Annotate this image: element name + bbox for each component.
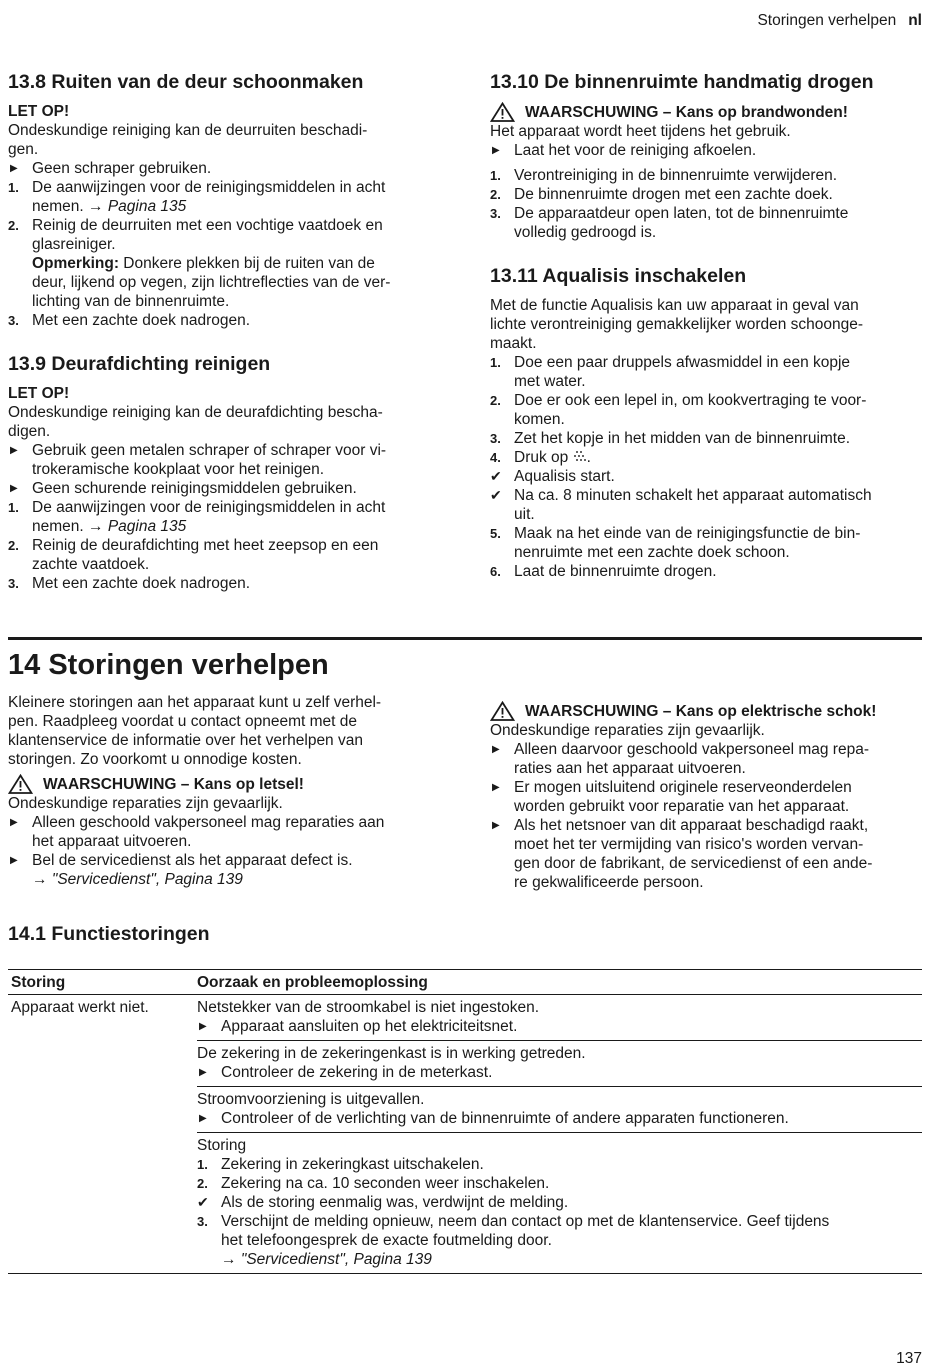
bullet-item: ▶ Alleen geschoold vakpersoneel mag reparaties aan het apparaat uitvoeren. bbox=[10, 814, 385, 850]
cause-block: Storing 1. Zekering in zekeringkast uitschakelen. 2. Zekering na ca. 10 seconden weer inschakelen. ✔ Als de storing eenmalig was, verdwijnt de melding. 3. Verschijnt de melding opnieuw, neem dan contact op met de klantenservice. Geef tijdens het telefoongesprek de exacte foutmelding door. → "Servicedienst", Pagina 139 bbox=[197, 1137, 830, 1268]
checkmark-icon: ✔ bbox=[490, 468, 502, 484]
chapter-divider bbox=[8, 637, 922, 640]
notice-text-line: gen. bbox=[8, 141, 39, 158]
page-link[interactable]: "Servicedienst", Pagina 139 bbox=[240, 1251, 432, 1268]
result-item: ✔ Aqualisis start. bbox=[490, 468, 615, 485]
section-14-1 bbox=[8, 922, 922, 1274]
result-item: ✔ Na ca. 8 minuten schakelt het apparaat automatisch uit. bbox=[490, 487, 872, 523]
step-item: 4. Druk op . bbox=[490, 449, 591, 466]
bullet-item: ▶ Gebruik geen metalen schraper of schraper voor vi- trokeramische kookplaat voor het reinigen. bbox=[10, 442, 387, 478]
page-number: 137 bbox=[896, 1350, 922, 1367]
step-item: 2. Reinig de deurruiten met een vochtige vaatdoek en glasreiniger. bbox=[8, 217, 383, 253]
running-header bbox=[757, 11, 922, 30]
header-title: Storingen verhelpen bbox=[757, 12, 897, 29]
step-item: 3. Met een zachte doek nadrogen. bbox=[8, 312, 251, 329]
bullet-item: ▶ Geen schurende reinigingsmiddelen gebruiken. bbox=[10, 480, 357, 497]
section-13-10-heading: 13.10 De binnenruimte handmatig drogen bbox=[490, 71, 874, 93]
left-column-top: 13.8 Ruiten van de deur schoonmaken LET OP! Ondeskundige reiniging kan de deurruiten beschadi- gen. ▶ Geen schraper gebruiken. 1. De aanwijzingen voor de reinigingsmiddelen in acht nemen. → Pagina 135 2. Reinig de deurruiten met een vochtige vaatdoek en glasreiniger. Opmerking: Donkere plekken bij de ruiten van de deur, lijkend op vegen, zijn lichtreflecties van de ver- lichting van de binnenruimte. 3. Met een zachte doek nadrogen. 13.9 Deurafdichting reinigen LET OP! Ondeskundige reiniging kan de deurafdichting bescha- digen. ▶ Gebruik geen metalen schraper of schraper voor vi- trokeramische kookplaat voor het reinigen. ▶ Geen schurende reinigingsmiddelen gebruiken. 1. De aanwijzingen voor de reinigingsmiddelen in acht nemen. → Pagina 135 2. Reinig de deurafdichting met heet zeepsop en een zachte vaatdoek. 3. Met een zachte doek nadrogen. bbox=[8, 70, 448, 593]
aqualisis-symbol-icon bbox=[573, 449, 587, 463]
column-header: Storing bbox=[11, 974, 66, 991]
triangle-bullet-icon: ▶ bbox=[492, 145, 500, 156]
checkmark-icon: ✔ bbox=[197, 1194, 209, 1210]
notice-label: LET OP! bbox=[8, 103, 70, 120]
section-13-8-heading: 13.8 Ruiten van de deur schoonmaken bbox=[8, 71, 364, 93]
bullet-item: ▶ Alleen daarvoor geschoold vakpersoneel mag repa- raties aan het apparaat uitvoeren. bbox=[492, 741, 869, 777]
table-header-row bbox=[8, 970, 922, 995]
chapter-14-left: Kleinere storingen aan het apparaat kunt u zelf verhel- pen. Raadpleeg voordat u contact opneemt met de klantenservice de informatie over het verhelpen van storingen. Zo voorkomt u onnodige kosten. WAARSCHUWING – Kans op letsel! Ondeskundige reparaties zijn gevaarlijk. ▶ Alleen geschoold vakpersoneel mag reparaties aan het apparaat uitvoeren. ▶ Bel de servicedienst als het apparaat defect is. → "Servicedienst", Pagina 139 bbox=[8, 693, 448, 889]
chapter-14-right: WAARSCHUWING – Kans op elektrische schok! Ondeskundige reparaties zijn gevaarlijk. ▶ Alleen daarvoor geschoold vakpersoneel mag repa- raties aan het apparaat uitvoeren. ▶ Er mogen uitsluitend originele reserveonderdelen worden gebruikt voor reparatie van het apparaat. ▶ Als het netsnoer van dit apparaat beschadigd raakt, moet het ter vermijding van risico's worden vervan- gen door de fabrikant, de servicedienst of een ande- re gekwalificeerde persoon. bbox=[490, 701, 926, 892]
note-block: Opmerking: Donkere plekken bij de ruiten van de deur, lijkend op vegen, zijn lichtreflecties van de ver- lichting van de binnenruimte. bbox=[32, 255, 391, 310]
fault-table bbox=[8, 969, 922, 1274]
notice-label: LET OP! bbox=[8, 385, 70, 402]
bullet-item: ▶ Bel de servicedienst als het apparaat defect is. → "Servicedienst", Pagina 139 bbox=[10, 852, 353, 888]
warning-heading: WAARSCHUWING – Kans op brandwonden! bbox=[490, 102, 926, 122]
step-item: 3. Zet het kopje in het midden van de binnenruimte. bbox=[490, 430, 851, 447]
bullet-item: ▶ Geen schraper gebruiken. bbox=[10, 160, 212, 177]
cause-block: Netstekker van de stroomkabel is niet ingestoken. ▶ Apparaat aansluiten op het elektriciteitsnet. bbox=[197, 995, 922, 1041]
triangle-bullet-icon: ▶ bbox=[492, 820, 500, 831]
page-link[interactable]: Pagina 135 bbox=[107, 198, 187, 215]
triangle-bullet-icon: ▶ bbox=[10, 817, 18, 828]
arrow-right-icon: → bbox=[88, 518, 108, 535]
notice-text-line: Ondeskundige reiniging kan de deurruiten beschadi- bbox=[8, 122, 368, 139]
warning-heading: WAARSCHUWING – Kans op letsel! bbox=[8, 774, 448, 794]
warning-triangle-icon bbox=[8, 774, 33, 794]
triangle-bullet-icon: ▶ bbox=[199, 1113, 207, 1124]
arrow-right-icon: → bbox=[221, 1251, 241, 1268]
section-14-1-heading: 14.1 Functiestoringen bbox=[8, 923, 210, 945]
step-item: 6. Laat de binnenruimte drogen. bbox=[490, 563, 717, 580]
arrow-right-icon: → bbox=[88, 198, 108, 215]
cause-block: Stroomvoorziening is uitgevallen. ▶ Controleer of de verlichting van de binnenruimte of andere apparaten functioneren. bbox=[197, 1087, 922, 1133]
step-item: 1. Verontreiniging in de binnenruimte verwijderen. bbox=[490, 167, 838, 184]
cause-block: De zekering in de zekeringenkast is in werking getreden. ▶ Controleer de zekering in de meterkast. bbox=[197, 1041, 922, 1087]
warning-heading: WAARSCHUWING – Kans op elektrische schok! bbox=[490, 701, 926, 721]
triangle-bullet-icon: ▶ bbox=[199, 1021, 207, 1032]
step-item: 5. Maak na het einde van de reinigingsfunctie de bin- nenruimte met een zachte doek schoon. bbox=[490, 525, 861, 561]
checkmark-icon: ✔ bbox=[490, 487, 502, 503]
page-link[interactable]: "Servicedienst", Pagina 139 bbox=[51, 871, 243, 888]
chapter-14-heading-wrap bbox=[8, 648, 608, 682]
triangle-bullet-icon: ▶ bbox=[492, 744, 500, 755]
step-item: 3. Met een zachte doek nadrogen. bbox=[8, 575, 251, 592]
section-13-11-heading: 13.11 Aqualisis inschakelen bbox=[490, 265, 747, 287]
right-column-top: 13.10 De binnenruimte handmatig drogen WAARSCHUWING – Kans op brandwonden! Het apparaat wordt heet tijdens het gebruik. ▶ Laat het voor de reiniging afkoelen. 1. Verontreiniging in de binnenruimte verwijderen. 2. De binnenruimte drogen met een zachte doek. 3. De apparaatdeur open laten, tot de binnenruimte volledig gedroogd is. 13.11 Aqualisis inschakelen Met de functie Aqualisis kan uw apparaat in geval van lichte verontreiniging gemakkelijker worden schoonge- maakt. 1. Doe een paar druppels afwasmiddel in een kopje met water. 2. Doe er ook een lepel in, om kookvertraging te voor- komen. 3. Zet het kopje in het midden van de binnenruimte. 4. Druk op . ✔ Aqualisis start. ✔ Na ca. 8 minuten schakelt het apparaat automatisch uit. 5. Maak na het einde van de reinigingsfunctie de bin- nenruimte met een zachte doek schoon. 6. Laat de binnenruimte drogen. bbox=[490, 70, 926, 581]
bullet-item: ▶ Als het netsnoer van dit apparaat beschadigd raakt, moet het ter vermijding van risico's worden vervan- gen door de fabrikant, de servicedienst of een ande- re gekwalificeerde persoon. bbox=[492, 817, 873, 891]
bullet-item: ▶ Laat het voor de reiniging afkoelen. bbox=[492, 142, 757, 159]
arrow-right-icon: → bbox=[32, 871, 52, 888]
triangle-bullet-icon: ▶ bbox=[199, 1067, 207, 1078]
triangle-bullet-icon: ▶ bbox=[10, 483, 18, 494]
step-item: 1. De aanwijzingen voor de reinigingsmiddelen in acht nemen. → Pagina 135 bbox=[8, 179, 386, 215]
triangle-bullet-icon: ▶ bbox=[10, 445, 18, 456]
step-item: 2. Reinig de deurafdichting met heet zeepsop en een zachte vaatdoek. bbox=[8, 537, 379, 573]
section-13-9-heading: 13.9 Deurafdichting reinigen bbox=[8, 353, 271, 375]
language-code: nl bbox=[908, 12, 922, 29]
step-item: 3. De apparaatdeur open laten, tot de binnenruimte volledig gedroogd is. bbox=[490, 205, 849, 241]
triangle-bullet-icon: ▶ bbox=[10, 855, 18, 866]
column-header: Oorzaak en probleemoplossing bbox=[197, 974, 428, 991]
step-item: 1. Doe een paar druppels afwasmiddel in een kopje met water. bbox=[490, 354, 851, 390]
chapter-14-heading: 14 Storingen verhelpen bbox=[8, 649, 329, 681]
step-item: 2. De binnenruimte drogen met een zachte doek. bbox=[490, 186, 833, 203]
warning-triangle-icon bbox=[490, 102, 515, 122]
note-label: Opmerking: bbox=[32, 255, 119, 272]
row-label: Apparaat werkt niet. bbox=[11, 999, 149, 1016]
table-row bbox=[8, 995, 922, 1274]
bullet-item: ▶ Er mogen uitsluitend originele reserveonderdelen worden gebruikt voor reparatie van het apparaat. bbox=[492, 779, 852, 815]
page-link[interactable]: Pagina 135 bbox=[107, 518, 187, 535]
warning-triangle-icon bbox=[490, 701, 515, 721]
step-item: 1. De aanwijzingen voor de reinigingsmiddelen in acht nemen. → Pagina 135 bbox=[8, 499, 386, 535]
triangle-bullet-icon: ▶ bbox=[10, 163, 18, 174]
step-item: 2. Doe er ook een lepel in, om kookvertraging te voor- komen. bbox=[490, 392, 867, 428]
triangle-bullet-icon: ▶ bbox=[492, 782, 500, 793]
